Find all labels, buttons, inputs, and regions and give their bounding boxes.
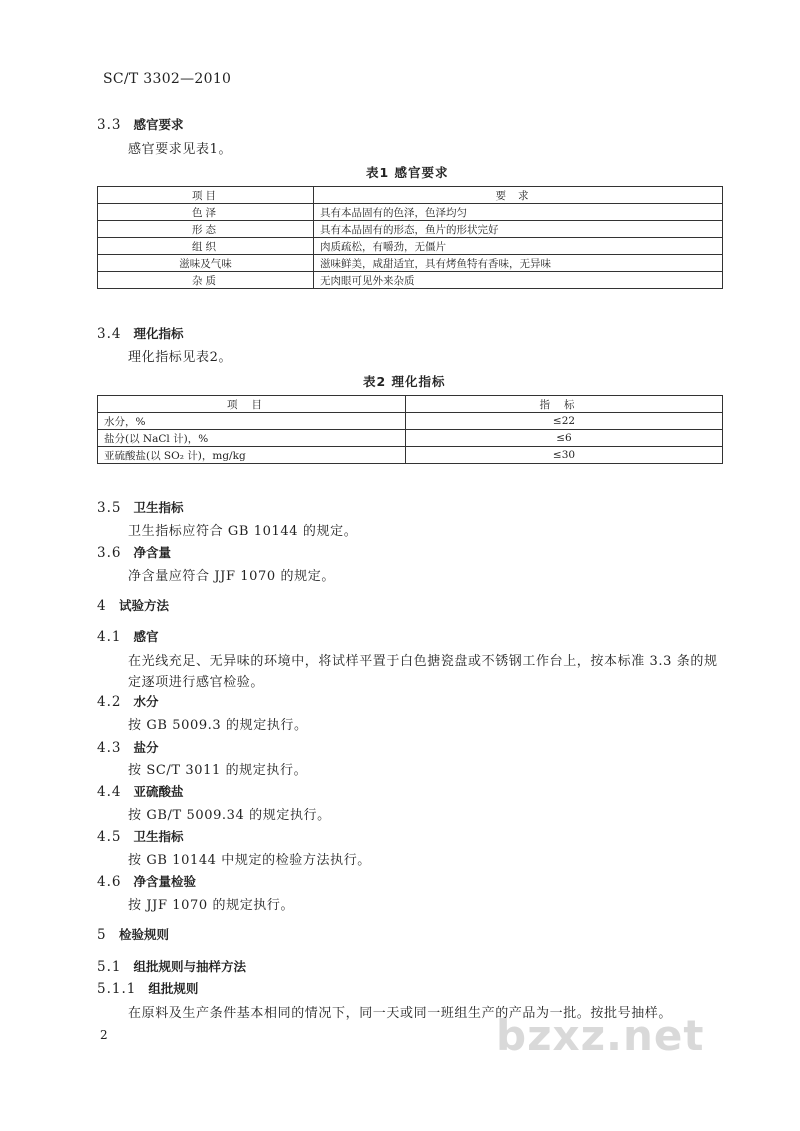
section-number: 3.3 [97,117,122,133]
item-cell: 组织 [98,238,314,255]
section-title: 净含量检验 [133,874,196,889]
table-row [98,413,723,430]
item-cell: 杂质 [98,272,314,289]
table-row [98,204,723,221]
section-5-1-1-heading [97,979,198,997]
section-4-3-heading [97,738,159,756]
item-cell: 盐分(以 NaCl 计)，% [98,430,406,447]
section-number: 5.1 [97,959,122,975]
section-title: 理化指标 [133,326,184,341]
section-3-3-heading [97,115,184,133]
section-4-3-text: 按 SC/T 3011 的规定执行。 [128,763,308,778]
section-4-1-heading [97,627,159,645]
section-3-4-heading [97,324,184,342]
section-number: 4.4 [97,784,122,800]
column-header-requirement: 要求 [314,187,723,204]
column-header-item: 项目 [98,396,406,413]
section-4-heading [97,596,169,614]
indicator-cell: ≤30 [406,447,723,464]
table-2-caption: 表2 理化指标 [363,374,446,389]
item-cell: 水分，% [98,413,406,430]
section-title: 感官 [133,629,159,644]
section-3-4-text: 理化指标见表2。 [128,350,233,365]
requirement-cell: 滋味鲜美，咸甜适宜，具有烤鱼特有香味，无异味 [314,255,723,272]
section-4-2-text: 按 GB 5009.3 的规定执行。 [128,718,308,733]
section-number: 5.1.1 [97,981,137,997]
section-3-6-text: 净含量应符合 JJF 1070 的规定。 [128,569,335,584]
item-cell: 亚硫酸盐(以 SO₂ 计)，mg/kg [98,447,406,464]
section-number: 3.4 [97,326,122,342]
item-cell: 色泽 [98,204,314,221]
section-title: 净含量 [133,545,171,560]
section-4-5-heading [97,827,184,845]
section-number: 3.5 [97,500,122,516]
section-title: 组批规则与抽样方法 [133,959,246,974]
section-title: 试验方法 [119,598,170,613]
section-3-5-text: 卫生指标应符合 GB 10144 的规定。 [128,524,358,539]
section-title: 卫生指标 [133,500,184,515]
section-number: 4.1 [97,629,122,645]
section-3-5-heading [97,498,184,516]
column-header-item: 项目 [98,187,314,204]
requirement-cell: 无肉眼可见外来杂质 [314,272,723,289]
section-5-1-heading [97,957,246,975]
section-number: 4.3 [97,740,122,756]
section-title: 组批规则 [148,981,199,996]
section-number: 4.6 [97,874,122,890]
section-number: 4.5 [97,829,122,845]
section-number: 4.2 [97,694,122,710]
section-3-6-heading [97,543,171,561]
indicator-cell: ≤6 [406,430,723,447]
page-number: 2 [100,1028,108,1042]
section-title: 盐分 [133,740,159,755]
section-title: 卫生指标 [133,829,184,844]
sensory-requirements-table [97,186,723,289]
section-title: 水分 [133,694,159,709]
table-row [98,447,723,464]
table-header-row [98,187,723,204]
section-4-6-heading [97,872,196,890]
item-cell: 滋味及气味 [98,255,314,272]
column-header-indicator: 指标 [406,396,723,413]
section-number: 4 [97,598,107,614]
section-number: 5 [97,927,107,943]
section-4-2-heading [97,692,159,710]
section-title: 检验规则 [119,927,170,942]
table-row [98,255,723,272]
requirement-cell: 具有本品固有的形态，鱼片的形状完好 [314,221,723,238]
indicator-cell: ≤22 [406,413,723,430]
table-row [98,221,723,238]
section-4-1-text-line-2: 定逐项进行感官检验。 [128,675,265,690]
section-4-6-text: 按 JJF 1070 的规定执行。 [128,898,295,913]
table-header-row [98,396,723,413]
section-title: 亚硫酸盐 [133,784,184,799]
section-4-4-heading [97,782,184,800]
section-number: 3.6 [97,545,122,561]
section-title: 感官要求 [133,117,184,132]
item-cell: 形态 [98,221,314,238]
section-5-heading [97,925,169,943]
section-5-1-1-text: 在原料及生产条件基本相同的情况下，同一天或同一班组生产的产品为一批。按批号抽样。 [128,1006,673,1021]
section-4-1-text-line-1: 在光线充足、无异味的环境中，将试样平置于白色搪瓷盘或不锈钢工作台上，按本标准 3.3 条的规 [128,654,718,669]
physicochemical-indicators-table [97,395,723,464]
table-1-caption: 表1 感官要求 [366,165,449,180]
table-row [98,272,723,289]
site-watermark: bzxz.net [496,1011,705,1060]
table-row [98,430,723,447]
requirement-cell: 肉质疏松，有嚼劲，无僵片 [314,238,723,255]
section-3-3-text: 感官要求见表1。 [128,142,233,157]
section-4-4-text: 按 GB/T 5009.34 的规定执行。 [128,808,331,823]
document-code-header: SC/T 3302—2010 [103,71,232,87]
table-row [98,238,723,255]
requirement-cell: 具有本品固有的色泽，色泽均匀 [314,204,723,221]
section-4-5-text: 按 GB 10144 中规定的检验方法执行。 [128,853,371,868]
